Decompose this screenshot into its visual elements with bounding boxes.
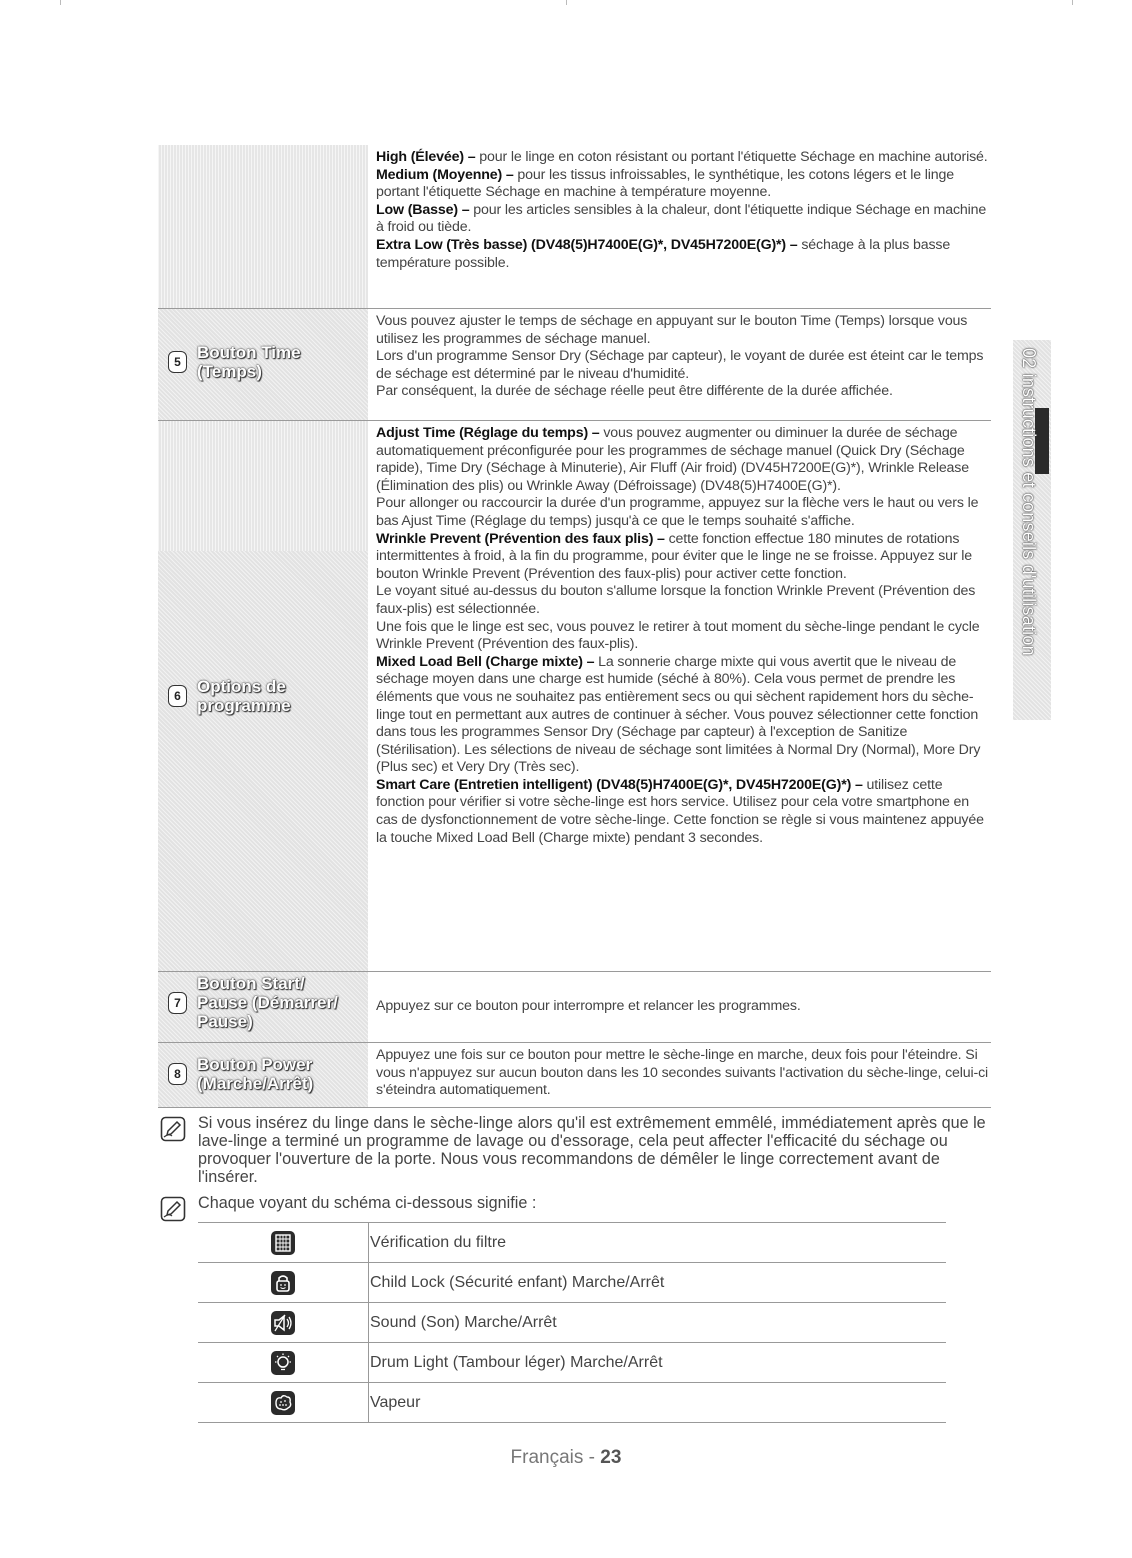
control-panel-table — [158, 145, 991, 1108]
description-text: Appuyez sur ce bouton pour interrompre et relancer les programmes. — [376, 998, 801, 1014]
description-text: pour les articles sensibles à la chaleur, dont l'étiquette indique Séchage en machine à froid ou tiède. — [376, 201, 987, 236]
description-paragraph — [376, 383, 991, 401]
feature-name: Wrinkle Prevent (Prévention des faux plis) – — [376, 530, 665, 547]
start-pause-row — [158, 972, 991, 1043]
power-label — [168, 1055, 337, 1093]
child-lock-icon — [270, 1270, 296, 1296]
chapter-tab-label: 02 instructions et conseils d'utilisation — [1019, 348, 1039, 656]
description-paragraph — [376, 619, 991, 654]
description-paragraph — [376, 149, 991, 167]
indicator-legend-table — [198, 1222, 946, 1423]
row-label-cell-top — [158, 421, 368, 551]
filter-check-icon — [270, 1230, 296, 1256]
legend-icon-cell — [198, 1343, 369, 1382]
legend-row — [198, 1263, 946, 1303]
start-pause-label — [168, 974, 347, 1031]
legend-label: Drum Light (Tambour léger) Marche/Arrêt — [370, 1353, 663, 1371]
legend-icon-cell — [198, 1223, 369, 1262]
description-text: Par conséquent, la durée de séchage réelle peut être différente de la durée affichée. — [376, 383, 893, 400]
description-text: La sonnerie charge mixte qui vous avertit que le niveau de séchage moyen dans une charge est humide (séché à 80%). Cela vous permet de prendre les éléments que vous ne souhaitez pas entièrement secs ou qui sèchent rapidement hors du sèche-linge tout en permettant aux autres de continuer à sécher. Vous pouvez sélectionner cette fonction dans tous les programmes Sensor Dry (Séchage par capteur) à l'exception de Sanitize (Stérilisation). Les sélections de niveau de séchage sont limitées à Normal Dry (Normal), More Dry (Plus sec) et Very Dry (Très sec). — [376, 653, 981, 776]
description-paragraph — [376, 425, 991, 495]
legend-label: Sound (Son) Marche/Arrêt — [370, 1313, 557, 1331]
sound-icon — [270, 1310, 296, 1336]
legend-icon-cell — [198, 1303, 369, 1342]
description-text: Appuyez une fois sur ce bouton pour mettre le sèche-linge en marche, deux fois pour l'éteindre. Si vous n'appuyez sur aucun bouton dans les 10 secondes suivants l'activation du sèche-linge, celui-ci s'éteindra automatiquement. — [376, 1047, 989, 1099]
legend-row — [198, 1303, 946, 1343]
feature-name: Adjust Time (Réglage du temps) – — [376, 425, 600, 441]
page-number: 23 — [600, 1447, 622, 1468]
description-paragraph — [376, 167, 991, 202]
time-button-label — [168, 343, 327, 381]
crop-mark — [1072, 0, 1073, 5]
steam-icon — [270, 1390, 296, 1416]
row-label-cell — [158, 145, 368, 308]
chapter-side-tab — [1013, 340, 1051, 720]
note-tangled-laundry — [160, 1114, 1000, 1186]
row-description — [376, 972, 991, 1020]
description-text: pour les tissus infroissables, le synthétique, les cotons légers et le linge portant l'étiquette Séchage en machine à température moyenne. — [376, 166, 954, 201]
description-paragraph — [376, 202, 991, 237]
description-paragraph — [376, 531, 991, 584]
feature-name: Extra Low (Très basse) (DV48(5)H7400E(G)*, DV45H7200E(G)*) – — [376, 236, 798, 253]
legend-icon-cell — [198, 1263, 369, 1302]
description-text: Vous pouvez ajuster le temps de séchage en appuyant sur le bouton Time (Temps) lorsque vous utilisez les programmes de séchage manuel. — [376, 313, 968, 347]
description-text: Lors d'un programme Sensor Dry (Séchage par capteur), le voyant de durée est éteint car le temps de séchage est déterminé par le niveau d'humidité. — [376, 348, 984, 382]
crop-mark — [60, 0, 61, 5]
label-text: Bouton Time (Temps) — [197, 343, 301, 381]
step-number: 6 — [168, 685, 187, 707]
row-label-cell — [158, 551, 368, 971]
step-number: 8 — [168, 1063, 187, 1085]
description-text: vous pouvez augmenter ou diminuer la durée de séchage automatiquement préconfigurée pour les programmes de séchage manuel (Quick Dry (Séchage rapide), Time Dry (Séchage à Minuterie), Air Fluff (Air froid) (DV45H7200E(G)*), Wrinkle Release (Élimination des plis) ou Wrinkle Away (Défroissage) (DV48(5)H7400E(G)*). — [376, 425, 969, 494]
legend-row — [198, 1383, 946, 1423]
description-paragraph — [376, 654, 991, 777]
description-text: utilisez cette fonction pour vérifier si votre sèche-linge est hors service. Utilisez pour cela votre smartphone en cas de dysfonctionnement de votre sèche-linge. Cette fonction se règle si vous maintenez appuyée la touche Mixed Load Bell (Charge mixte) pendant 3 secondes. — [376, 776, 984, 846]
legend-label: Vérification du filtre — [370, 1233, 507, 1251]
row-label-cell — [158, 309, 368, 420]
legend-icon-cell — [198, 1383, 369, 1422]
step-number: 7 — [168, 992, 187, 1014]
note-pencil-icon — [160, 1116, 186, 1142]
description-paragraph — [376, 1047, 991, 1100]
page-footer — [0, 1447, 1132, 1469]
description-paragraph — [376, 583, 991, 618]
description-paragraph — [376, 237, 991, 272]
label-text: Bouton Power (Marche/Arrêt) — [197, 1055, 314, 1093]
row-description — [376, 421, 991, 851]
feature-name: Medium (Moyenne) – — [376, 166, 514, 183]
note-text: Chaque voyant du schéma ci-dessous signifie : — [198, 1194, 537, 1212]
legend-row — [198, 1223, 946, 1263]
row-label-cell — [158, 1043, 368, 1107]
description-text: Une fois que le linge est sec, vous pouvez le retirer à tout moment du sèche-linge pendant le cycle Wrinkle Prevent (Prévention des faux-plis). — [376, 618, 980, 653]
label-text: Options de programme — [197, 677, 291, 715]
description-paragraph — [376, 998, 991, 1016]
program-options-row — [158, 421, 991, 972]
description-text: Le voyant situé au-dessus du bouton s'allume lorsque la fonction Wrinkle Prevent (Prévention des faux-plis) est sélectionnée. — [376, 583, 976, 617]
feature-name: High (Élevée) – — [376, 149, 476, 165]
step-number: 5 — [168, 351, 187, 373]
description-text: cette fonction effectue 180 minutes de rotations intermittentes à froid, à la fin du programme, pour éviter que le linge ne se froisse. Appuyez sur le bouton Wrinkle Prevent (Prévention des faux-plis) pour activer cette fonction. — [376, 530, 973, 582]
crop-mark — [566, 0, 567, 5]
row-description — [376, 145, 991, 276]
row-description — [376, 1043, 991, 1104]
description-paragraph — [376, 495, 991, 530]
power-row — [158, 1043, 991, 1108]
legend-row — [198, 1343, 946, 1383]
description-paragraph — [376, 313, 991, 348]
options-label — [168, 677, 317, 715]
row-label-cell — [158, 972, 368, 1042]
description-text: Pour allonger ou raccourcir la durée d'un programme, appuyez sur la flèche vers le haut ou vers le bas Ajust Time (Réglage du temps) jusqu'à ce que le temps souhaité s'affiche. — [376, 495, 979, 529]
description-paragraph — [376, 348, 991, 383]
feature-name: Smart Care (Entretien intelligent) (DV48(5)H7400E(G)*, DV45H7200E(G)*) – — [376, 776, 863, 793]
note-pencil-icon — [160, 1196, 186, 1222]
description-paragraph — [376, 777, 991, 847]
time-button-row — [158, 309, 991, 421]
label-text: Bouton Start/ Pause (Démarrer/ Pause) — [197, 974, 338, 1031]
legend-label: Vapeur — [370, 1393, 421, 1411]
feature-name: Mixed Load Bell (Charge mixte) – — [376, 653, 595, 670]
note-text: Si vous insérez du linge dans le sèche-linge alors qu'il est extrêmement emmêlé, immédiatement après que le lave-linge a terminé un programme de lavage ou d'essorage, cela peut affecter l'efficacité du séchage ou provoquer l'ouverture de la porte. Nous vous recommandons de démêler le linge correctement avant de l'insérer. — [198, 1114, 986, 1186]
description-text: séchage à la plus basse température possible. — [376, 236, 951, 271]
footer-language: Français - — [510, 1447, 601, 1468]
legend-label: Child Lock (Sécurité enfant) Marche/Arrêt — [370, 1273, 665, 1291]
feature-name: Low (Basse) – — [376, 201, 470, 218]
note-indicator-legend — [160, 1194, 1000, 1212]
drum-light-icon — [270, 1350, 296, 1376]
dry-level-row — [158, 145, 991, 309]
row-description — [376, 309, 991, 405]
description-text: pour le linge en coton résistant ou portant l'étiquette Séchage en machine autorisé. — [475, 149, 988, 165]
